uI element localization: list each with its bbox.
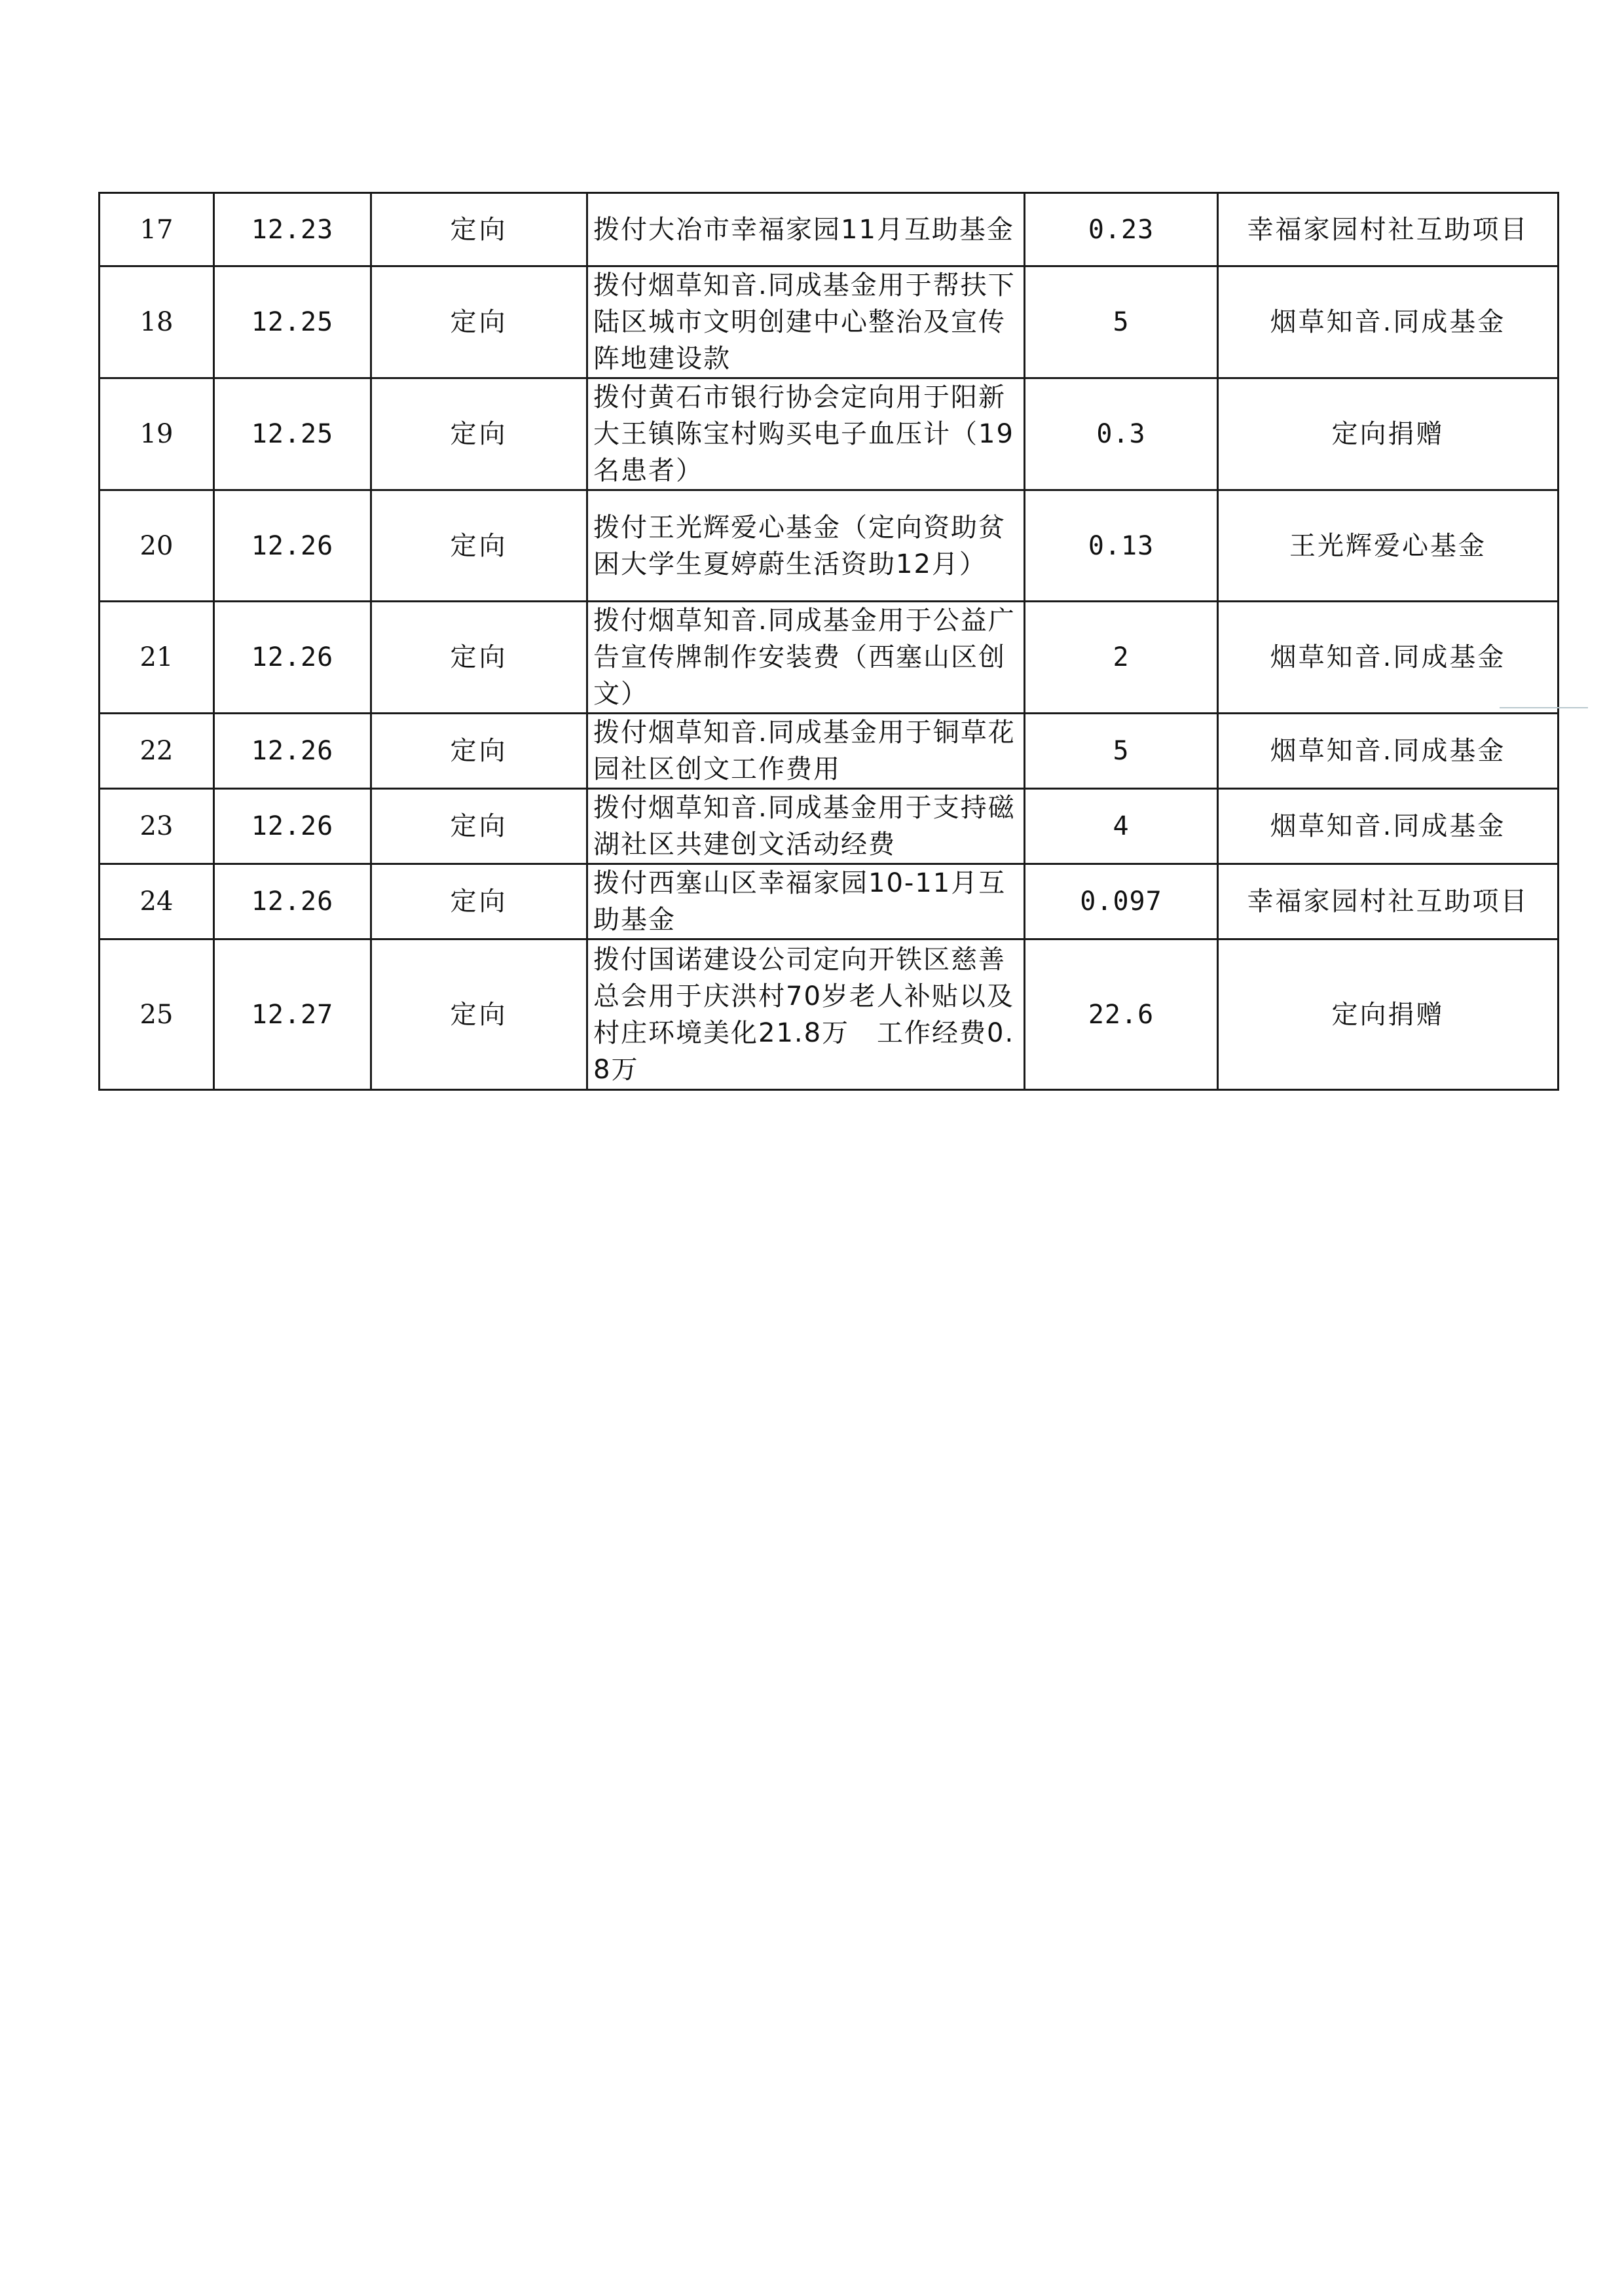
row-amount: 0.13 — [1025, 490, 1218, 602]
table-row — [100, 714, 1559, 789]
row-date: 12.26 — [214, 490, 371, 602]
table-row — [100, 789, 1559, 864]
scan-artifact-line — [1500, 707, 1588, 708]
table-row — [100, 193, 1559, 266]
row-type: 定向 — [371, 939, 587, 1090]
row-date: 12.26 — [214, 602, 371, 714]
row-amount: 5 — [1025, 266, 1218, 378]
row-amount: 2 — [1025, 602, 1218, 714]
row-project: 烟草知音.同成基金 — [1218, 602, 1559, 714]
table-row — [100, 602, 1559, 714]
row-description: 拨付黄石市银行协会定向用于阳新大王镇陈宝村购买电子血压计（19名患者） — [587, 378, 1025, 490]
row-number: 17 — [100, 193, 214, 266]
row-project: 烟草知音.同成基金 — [1218, 266, 1559, 378]
row-date: 12.27 — [214, 939, 371, 1090]
row-number: 21 — [100, 602, 214, 714]
row-amount: 4 — [1025, 789, 1218, 864]
row-date: 12.26 — [214, 789, 371, 864]
row-project: 王光辉爱心基金 — [1218, 490, 1559, 602]
row-type: 定向 — [371, 266, 587, 378]
row-project: 定向捐赠 — [1218, 378, 1559, 490]
row-number: 19 — [100, 378, 214, 490]
table-row — [100, 490, 1559, 602]
row-type: 定向 — [371, 789, 587, 864]
table-row — [100, 266, 1559, 378]
row-amount: 0.3 — [1025, 378, 1218, 490]
row-description: 拨付烟草知音.同成基金用于铜草花园社区创文工作费用 — [587, 714, 1025, 789]
row-amount: 22.6 — [1025, 939, 1218, 1090]
row-type: 定向 — [371, 864, 587, 939]
row-number: 18 — [100, 266, 214, 378]
row-description: 拨付王光辉爱心基金（定向资助贫困大学生夏婷蔚生活资助12月） — [587, 490, 1025, 602]
row-number: 23 — [100, 789, 214, 864]
row-description: 拨付烟草知音.同成基金用于公益广告宣传牌制作安装费（西塞山区创文） — [587, 602, 1025, 714]
row-date: 12.23 — [214, 193, 371, 266]
row-date: 12.26 — [214, 714, 371, 789]
row-date: 12.26 — [214, 864, 371, 939]
row-description: 拨付大冶市幸福家园11月互助基金 — [587, 193, 1025, 266]
row-project: 烟草知音.同成基金 — [1218, 789, 1559, 864]
row-number: 25 — [100, 939, 214, 1090]
row-description: 拨付国诺建设公司定向开铁区慈善总会用于庆洪村70岁老人补贴以及村庄环境美化21.8万 工作经费0.8万 — [587, 939, 1025, 1090]
row-amount: 0.23 — [1025, 193, 1218, 266]
row-project: 烟草知音.同成基金 — [1218, 714, 1559, 789]
row-number: 22 — [100, 714, 214, 789]
table-row — [100, 378, 1559, 490]
row-type: 定向 — [371, 602, 587, 714]
disbursement-table — [98, 192, 1559, 1091]
row-type: 定向 — [371, 714, 587, 789]
row-date: 12.25 — [214, 266, 371, 378]
row-amount: 0.097 — [1025, 864, 1218, 939]
table-row — [100, 939, 1559, 1090]
row-type: 定向 — [371, 378, 587, 490]
row-project: 幸福家园村社互助项目 — [1218, 193, 1559, 266]
row-description: 拨付烟草知音.同成基金用于支持磁湖社区共建创文活动经费 — [587, 789, 1025, 864]
row-date: 12.25 — [214, 378, 371, 490]
table-row — [100, 864, 1559, 939]
row-description: 拨付烟草知音.同成基金用于帮扶下陆区城市文明创建中心整治及宣传阵地建设款 — [587, 266, 1025, 378]
row-type: 定向 — [371, 490, 587, 602]
row-type: 定向 — [371, 193, 587, 266]
row-number: 20 — [100, 490, 214, 602]
row-description: 拨付西塞山区幸福家园10-11月互助基金 — [587, 864, 1025, 939]
row-project: 定向捐赠 — [1218, 939, 1559, 1090]
row-amount: 5 — [1025, 714, 1218, 789]
row-number: 24 — [100, 864, 214, 939]
row-project: 幸福家园村社互助项目 — [1218, 864, 1559, 939]
